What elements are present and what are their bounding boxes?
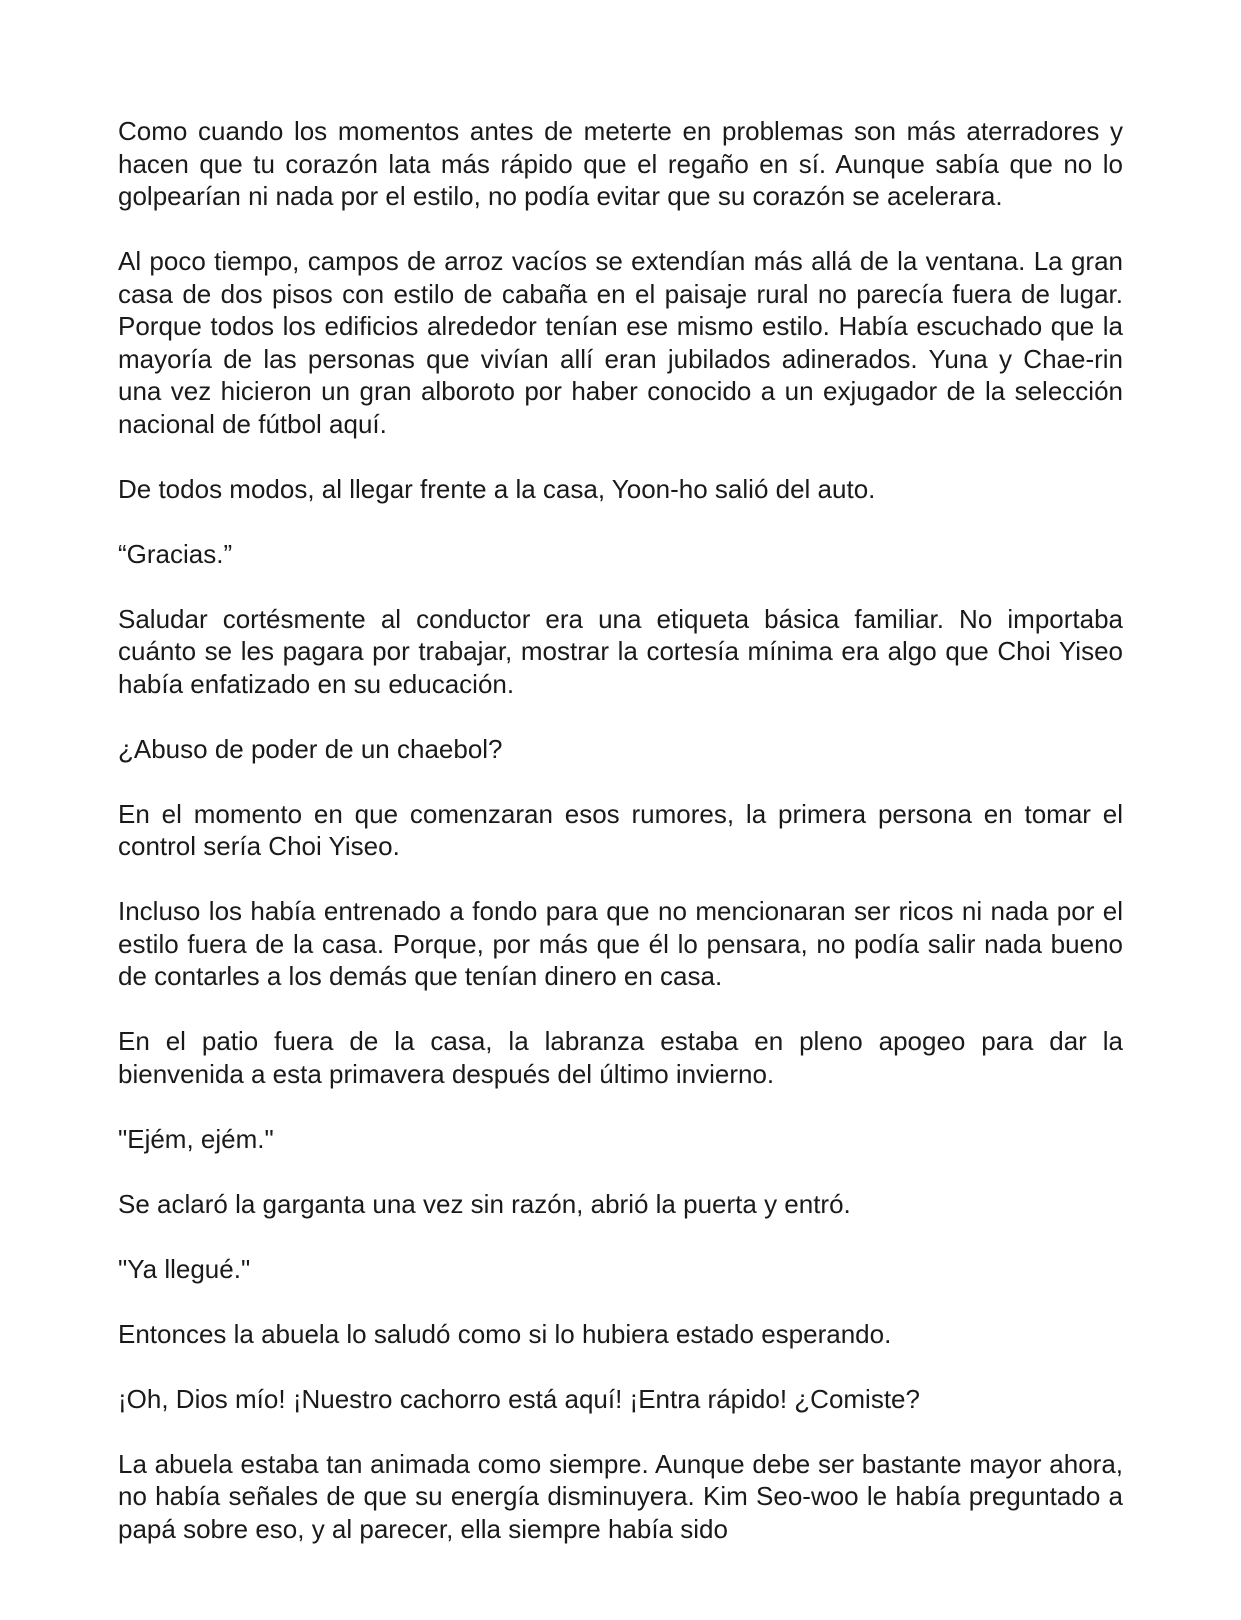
paragraph-6: ¿Abuso de poder de un chaebol? (118, 733, 503, 764)
paragraph-10: "Ejém, ejém." (118, 1123, 274, 1154)
paragraph-13: Entonces la abuela lo saludó como si lo hubiera estado esperando. (118, 1318, 892, 1349)
paragraph-3: De todos modos, al llegar frente a la casa, Yoon-ho salió del auto. (118, 473, 876, 504)
paragraph-1: Como cuando los momentos antes de meterte en problemas son más aterradores y hacen que tu corazón lata más rápido que el regaño en sí. Aunque sabía que no lo golpearían ni nada por el estilo, no podía evitar que su corazón se acelerara. (118, 116, 1123, 211)
paragraph-12: "Ya llegué." (118, 1253, 251, 1284)
paragraph-4: “Gracias.” (118, 538, 233, 569)
paragraph-5: Saludar cortésmente al conductor era una etiqueta básica familiar. No importaba cuánto se les pagara por trabajar, mostrar la cortesía mínima era algo que Choi Yiseo había enfatizado en su educación. (118, 603, 1123, 699)
paragraph-14: ¡Oh, Dios mío! ¡Nuestro cachorro está aquí! ¡Entra rápido! ¿Comiste? (118, 1383, 920, 1414)
paragraph-9: En el patio fuera de la casa, la labranza estaba en pleno apogeo para dar la bienvenida a esta primavera después del último invierno. (118, 1026, 1123, 1089)
paragraph-7: En el momento en que comenzaran esos rumores, la primera persona en tomar el control sería Choi Yiseo. (118, 798, 1123, 861)
document-body (118, 115, 1123, 1578)
paragraph-15: La abuela estaba tan animada como siempre. Aunque debe ser bastante mayor ahora, no había señales de que su energía disminuyera. Kim Seo-woo le había preguntado a papá sobre eso, y al parecer, ella siempre había sido (118, 1448, 1123, 1544)
paragraph-11: Se aclaró la garganta una vez sin razón, abrió la puerta y entró. (118, 1188, 851, 1219)
paragraph-8: Incluso los había entrenado a fondo para que no mencionaran ser ricos ni nada por el estilo fuera de la casa. Porque, por más que él lo pensara, no podía salir nada bueno de contarles a los demás que tenían dinero en casa. (118, 896, 1123, 991)
paragraph-2: Al poco tiempo, campos de arroz vacíos se extendían más allá de la ventana. La gran casa de dos pisos con estilo de cabaña en el paisaje rural no parecía fuera de lugar. Porque todos los edificios alrededor tenían ese mismo estilo. Había escuchado que la mayoría de las personas que vivían allí eran jubilados adinerados. Yuna y Chae-rin una vez hicieron un gran alboroto por haber conocido a un exjugador de la selección nacional de fútbol aquí. (118, 246, 1123, 439)
